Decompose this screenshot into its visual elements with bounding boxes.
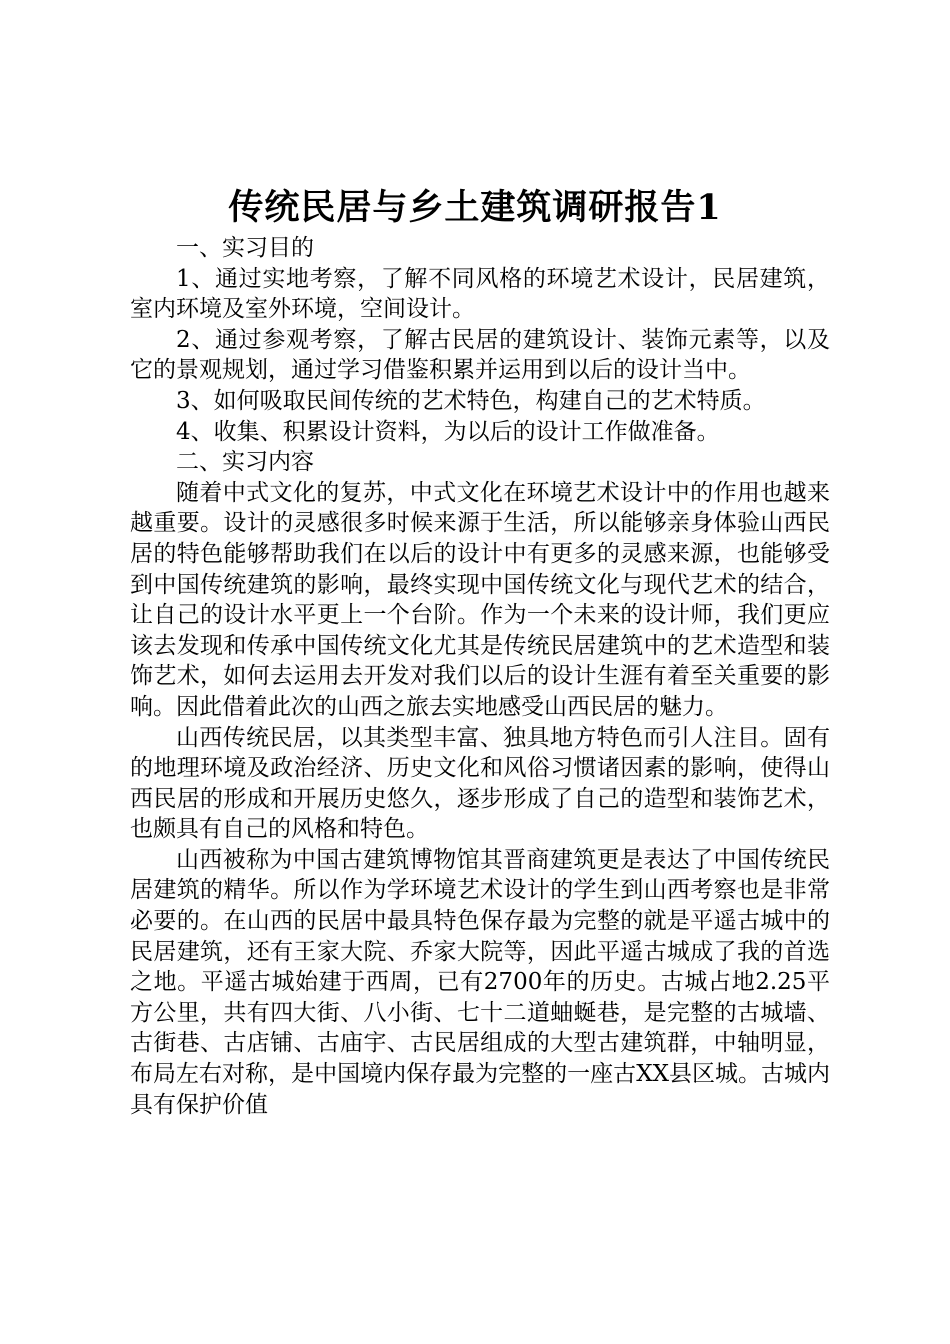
purpose-item-3: 3、如何吸取民间传统的艺术特色，构建自己的艺术特质。: [176, 387, 766, 414]
content-paragraph-1: 随着中式文化的复苏，中式文化在环境艺术设计中的作用也越来越重要。设计的灵感很多时候来源于生活，所以能够亲身体验山西民居的特色能够帮助我们在以后的设计中有更多的灵感来源，也能够受到中国传统建筑的影响，最终实现中国传统文化与现代艺术的结合，让自己的设计水平更上一个台阶。作为一个未来的设计师，我们更应该去发现和传承中国传统文化尤其是传统民居建筑中的艺术造型和装饰艺术，如何去运用去开发对我们以后的设计生涯有着至关重要的影响。因此借着此次的山西之旅去实地感受山西民居的魅力。: [130, 479, 830, 720]
document-title: 传统民居与乡土建筑调研报告1: [228, 187, 722, 228]
purpose-item-2: 2、通过参观考察，了解古民居的建筑设计、装饰元素等，以及它的景观规划，通过学习借鉴积累并运用到以后的设计当中。: [130, 326, 830, 384]
section-heading-content: 二、实习内容: [176, 449, 314, 476]
content-paragraph-3: 山西被称为中国古建筑博物馆其晋商建筑更是表达了中国传统民居建筑的精华。所以作为学环境艺术设计的学生到山西考察也是非常必要的。在山西的民居中最具特色保存最为完整的就是平遥古城中的民居建筑，还有王家大院、乔家大院等，因此平遥古城成了我的首选之地。平遥古城始建于西周，已有2700年的历史。古城占地2.25平方公里，共有四大街、八小街、七十二道蚰蜒巷，是完整的古城墙、古街巷、古店铺、古庙宇、古民居组成的大型古建筑群，中轴明显，布局左右对称，是中国境内保存最为完整的一座古XX县区城。古城内具有保护价值: [130, 846, 830, 1118]
purpose-item-1: 1、通过实地考察，了解不同风格的环境艺术设计，民居建筑，室内环境及室外环境，空间设计。: [130, 265, 830, 323]
content-paragraph-2: 山西传统民居，以其类型丰富、独具地方特色而引人注目。固有的地理环境及政治经济、历史文化和风俗习惯诸因素的影响，使得山西民居的形成和开展历史悠久，逐步形成了自己的造型和装饰艺术，也颇具有自己的风格和特色。: [130, 724, 830, 843]
section-heading-purpose: 一、实习目的: [176, 235, 314, 261]
document-body: [130, 233, 830, 1120]
purpose-item-4: 4、收集、积累设计资料，为以后的设计工作做准备。: [176, 418, 720, 445]
